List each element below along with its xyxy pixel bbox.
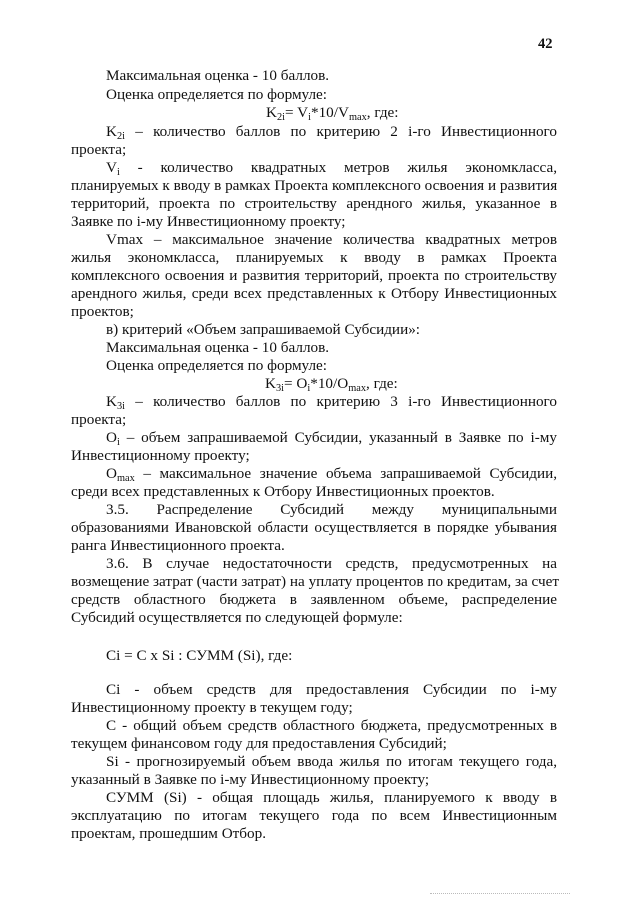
paragraph-line: указанный в Заявке по i-му Инвестиционному проекту;: [71, 771, 430, 788]
paragraph-line: ранга Инвестиционного проекта.: [71, 537, 285, 554]
definition-vi: $V_i$ - количество квадратных метров жилья экономкласса,: [106, 159, 557, 179]
formula-ci: Ci = C x Si : СУММ (Si), где:: [106, 647, 293, 664]
paragraph-line: Оценка определяется по формуле:: [106, 86, 328, 103]
paragraph-line: возмещение затрат (части затрат) на уплату процентов по кредитам, за счет: [71, 573, 560, 590]
paragraph-line: эксплуатацию по итогам текущего года по всем Инвестиционным: [71, 807, 557, 824]
paragraph-line: арендного жилья, среди всех представленных к Отбору Инвестиционных: [71, 285, 557, 302]
paragraph-line: проекта;: [71, 141, 127, 158]
paragraph-line: текущем финансовом году для предоставления Субсидий;: [71, 735, 447, 752]
paragraph-line: территорий, проекта по строительству арендного жилья, указанное в: [71, 195, 557, 212]
paragraph-line: проектов;: [71, 303, 134, 320]
definition-ci: Ci - объем средств для предоставления Субсидии по i-му: [106, 681, 557, 698]
paragraph-line: Максимальная оценка - 10 баллов.: [106, 339, 330, 356]
paragraph-line: среди всех представленных к Отбору Инвестиционных проектов.: [71, 483, 495, 500]
page-number: 42: [538, 36, 553, 52]
definition-omax: $O_{max}$ – максимальное значение объема запрашиваемой Субсидии,: [106, 465, 558, 485]
paragraph-line: средств областного бюджета в заявленном объеме, распределение: [71, 591, 557, 608]
paragraph-line: жилья экономкласса, планируемых к вводу в рамках Проекта: [71, 249, 557, 266]
paragraph-line: Максимальная оценка - 10 баллов.: [106, 67, 330, 84]
definition-k3i: $K_{3i}$ – количество баллов по критерию 3 i-го Инвестиционного: [106, 393, 557, 413]
paragraph-line: Инвестиционному проекту в текущем году;: [71, 699, 353, 716]
paragraph-line: в) критерий «Объем запрашиваемой Субсидии»:: [106, 321, 421, 338]
paragraph-line: проектам, прошедшим Отбор.: [71, 825, 267, 842]
definition-si: Si - прогнозируемый объем ввода жилья по итогам текущего года,: [106, 753, 557, 770]
paragraph-line: Заявке по i-му Инвестиционному проекту;: [71, 213, 346, 230]
formula-k2i: $K_{2i}= V_i*10/V_{max}$, где:: [266, 104, 399, 124]
paragraph-line: Vmax – максимальное значение количества квадратных метров: [106, 231, 557, 248]
paragraph-line: образованиями Ивановской области осуществляется в порядке убывания: [71, 519, 557, 536]
definition-k2i: $K_{2i}$ – количество баллов по критерию 2 i-го Инвестиционного: [106, 123, 557, 143]
definition-summ: СУММ (Si) - общая площадь жилья, планируемого к вводу в: [106, 789, 557, 806]
scan-artifact-divider: [430, 893, 570, 894]
paragraph-line: Оценка определяется по формуле:: [106, 357, 328, 374]
definition-c: С - общий объем средств областного бюджета, предусмотренных в: [106, 717, 557, 734]
section-3-6: 3.6. В случае недостаточности средств, предусмотренных на: [106, 555, 557, 572]
definition-oi: $O_i$ – объем запрашиваемой Субсидии, указанный в Заявке по i-му: [106, 429, 557, 449]
formula-k3i: $K_{3i}= O_i*10/O_{max}$, где:: [265, 375, 398, 395]
paragraph-line: проекта;: [71, 411, 127, 428]
paragraph-line: Субсидий осуществляется по следующей формуле:: [71, 609, 403, 626]
section-3-5: 3.5. Распределение Субсидий между муниципальными: [106, 501, 557, 518]
paragraph-line: комплексного освоения и развития территорий, проекта по строительству: [71, 267, 557, 284]
paragraph-line: Инвестиционному проекту;: [71, 447, 250, 464]
paragraph-line: планируемых к вводу в рамках Проекта комплексного освоения и развития: [71, 177, 558, 194]
